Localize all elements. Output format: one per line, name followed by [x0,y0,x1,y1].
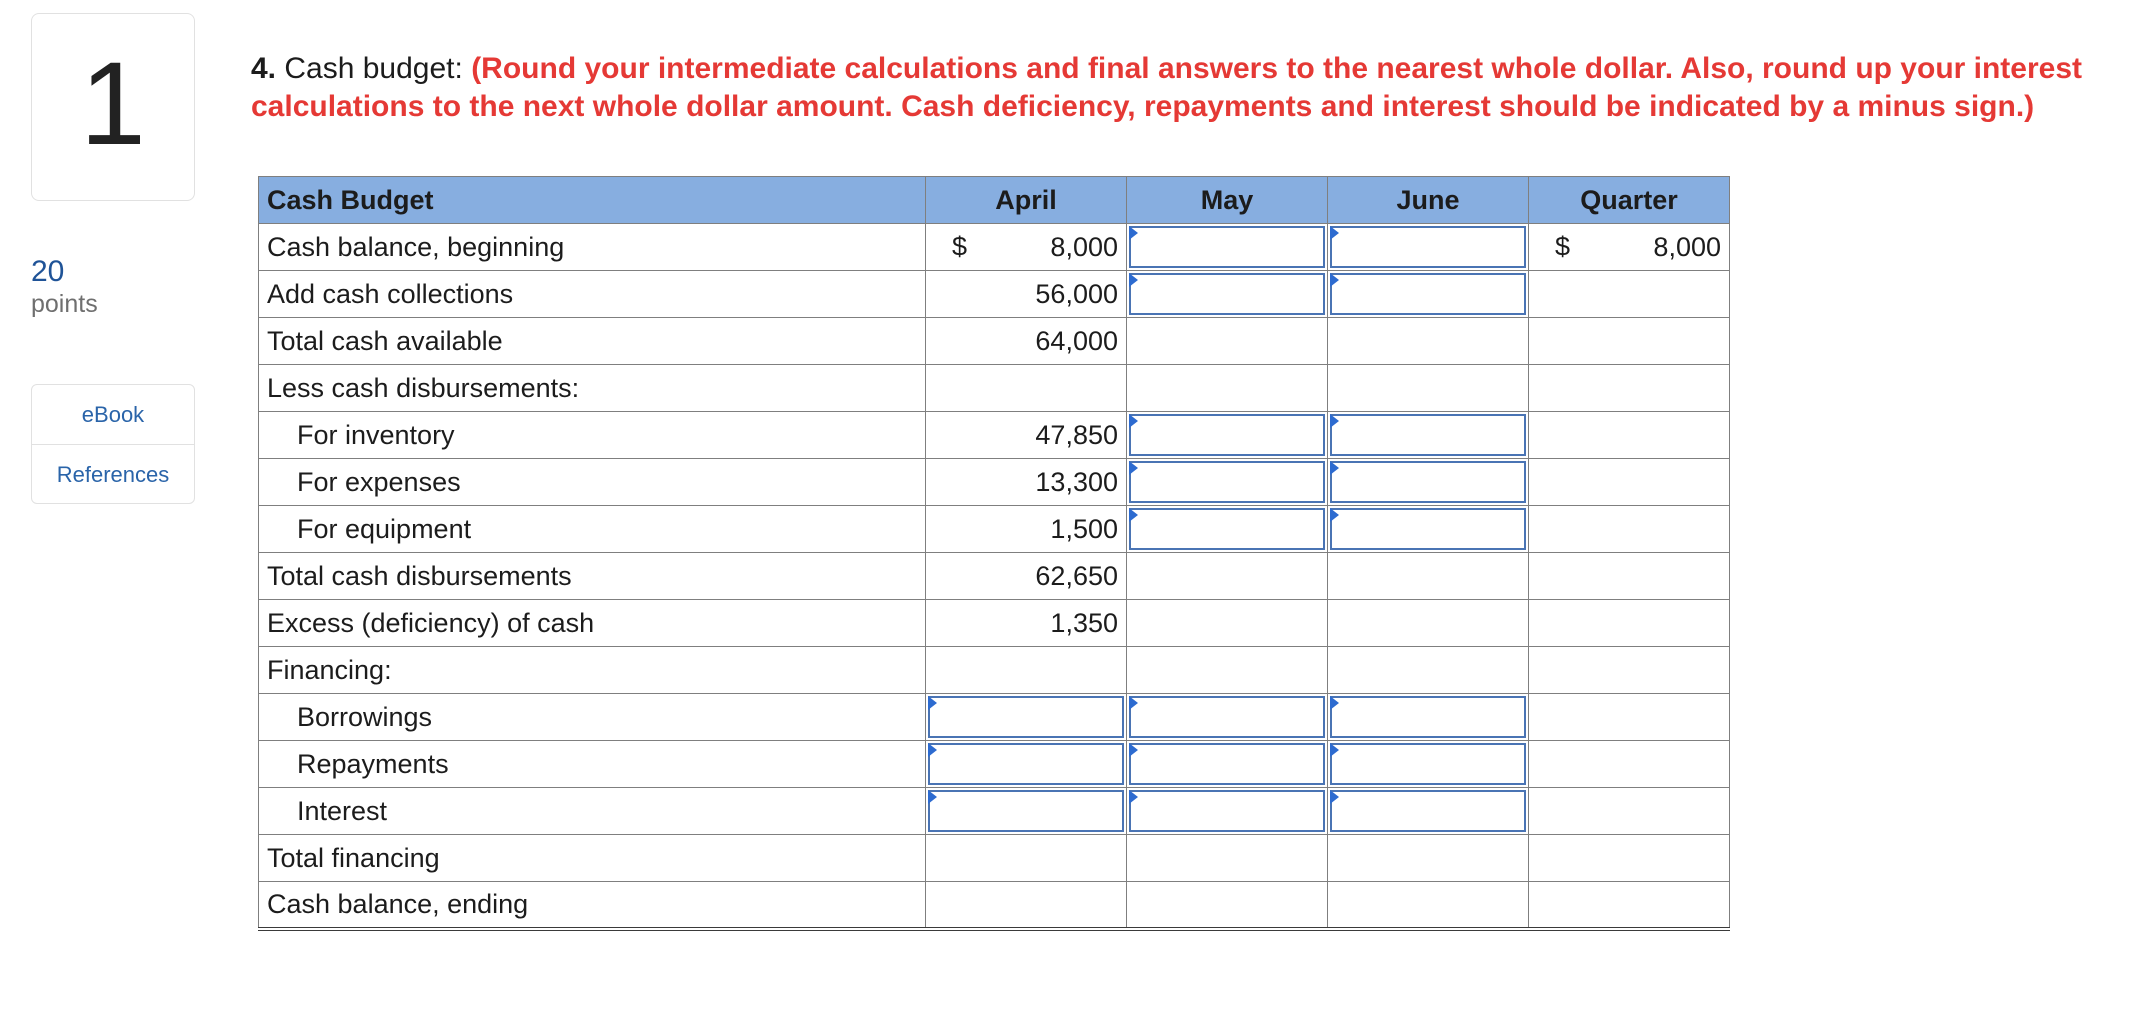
may-input[interactable] [1129,508,1325,550]
quarter-cell [1529,412,1730,459]
june-cell [1328,459,1529,506]
header-cash-budget: Cash Budget [259,177,926,224]
june-cell [1328,835,1529,882]
table-header-row [259,177,1730,224]
june-cell [1328,318,1529,365]
may-cell [1127,600,1328,647]
quarter-cell [1529,882,1730,929]
row-label: Excess (deficiency) of cash [259,600,926,647]
quarter-cell [1529,459,1730,506]
may-cell [1127,271,1328,318]
june-cell [1328,271,1529,318]
table-row [259,459,1730,506]
header-may: May [1127,177,1328,224]
june-input[interactable] [1330,696,1526,738]
may-cell [1127,647,1328,694]
april-cell: 62,650 [926,553,1127,600]
may-input[interactable] [1129,790,1325,832]
row-label: For equipment [259,506,926,553]
april-cell [926,835,1127,882]
row-label: Total cash available [259,318,926,365]
question-part-number: 4. [251,52,277,85]
april-cell [926,694,1127,741]
table-row [259,506,1730,553]
quarter-cell [1529,600,1730,647]
quarter-cell [1529,224,1730,271]
table-row [259,694,1730,741]
quarter-cell [1529,318,1730,365]
june-cell [1328,741,1529,788]
june-input[interactable] [1330,414,1526,456]
june-input[interactable] [1330,226,1526,268]
may-cell [1127,694,1328,741]
april-cell: 1,500 [926,506,1127,553]
question-prompt [251,50,2131,126]
may-input[interactable] [1129,414,1325,456]
table-row [259,271,1730,318]
quarter-cell [1529,271,1730,318]
points-label: points [31,290,98,318]
april-cell [926,365,1127,412]
june-cell [1328,600,1529,647]
cash-budget-table [258,176,1730,931]
june-cell [1328,506,1529,553]
references-link[interactable]: References [32,444,194,504]
june-input[interactable] [1330,461,1526,503]
may-cell [1127,224,1328,271]
row-label: Cash balance, beginning [259,224,926,271]
table-row [259,553,1730,600]
quarter-cell [1529,553,1730,600]
april-input[interactable] [928,790,1124,832]
header-june: June [1328,177,1529,224]
april-cell: 64,000 [926,318,1127,365]
question-instructions: (Round your intermediate calculations and final answers to the nearest whole dollar. Also, round up your interest calculations to the next whole dollar amount. Cash deficiency, repayments and interest should be indicated by a minus sign.) [251,52,2083,123]
table-row [259,224,1730,271]
question-title: Cash budget: [284,52,463,85]
april-cell: 1,350 [926,600,1127,647]
april-value: 8,000 [1050,231,1118,262]
table-row [259,788,1730,835]
row-label: Add cash collections [259,271,926,318]
points-value: 20 [31,255,65,288]
june-cell [1328,412,1529,459]
june-cell [1328,788,1529,835]
quarter-cell [1529,365,1730,412]
may-cell [1127,741,1328,788]
april-cell [926,741,1127,788]
may-input[interactable] [1129,273,1325,315]
may-cell [1127,365,1328,412]
quarter-cell [1529,694,1730,741]
quarter-cell [1529,835,1730,882]
june-input[interactable] [1330,743,1526,785]
may-cell [1127,459,1328,506]
april-input[interactable] [928,743,1124,785]
may-cell [1127,882,1328,929]
may-input[interactable] [1129,743,1325,785]
header-april: April [926,177,1127,224]
april-cell [926,882,1127,929]
may-cell [1127,506,1328,553]
june-cell [1328,224,1529,271]
row-label: For inventory [259,412,926,459]
table-row [259,741,1730,788]
dollar-sign: $ [952,231,968,262]
june-cell [1328,553,1529,600]
may-cell [1127,553,1328,600]
april-cell: 56,000 [926,271,1127,318]
row-label: For expenses [259,459,926,506]
may-cell [1127,835,1328,882]
question-number-box [31,13,195,201]
june-cell [1328,365,1529,412]
row-label: Borrowings [259,694,926,741]
april-cell [926,224,1127,271]
june-cell [1328,694,1529,741]
table-row [259,318,1730,365]
may-cell [1127,318,1328,365]
table-row [259,882,1730,929]
april-cell: 13,300 [926,459,1127,506]
may-input[interactable] [1129,226,1325,268]
june-input[interactable] [1330,508,1526,550]
may-input[interactable] [1129,461,1325,503]
may-cell [1127,412,1328,459]
april-input[interactable] [928,696,1124,738]
quarter-cell [1529,741,1730,788]
quarter-cell [1529,788,1730,835]
april-cell: 47,850 [926,412,1127,459]
row-label: Total cash disbursements [259,553,926,600]
ebook-link[interactable]: eBook [81,401,145,427]
table-row [259,647,1730,694]
row-label: Total financing [259,835,926,882]
june-input[interactable] [1330,790,1526,832]
may-cell [1127,788,1328,835]
june-cell [1328,882,1529,929]
dollar-sign: $ [1555,231,1571,262]
table-row [259,835,1730,882]
table-row [259,365,1730,412]
resource-links [31,384,195,504]
row-label: Interest [259,788,926,835]
june-cell [1328,647,1529,694]
row-label: Repayments [259,741,926,788]
june-input[interactable] [1330,273,1526,315]
april-cell [926,647,1127,694]
table-row [259,600,1730,647]
may-input[interactable] [1129,696,1325,738]
april-cell [926,788,1127,835]
table-row [259,412,1730,459]
quarter-cell [1529,647,1730,694]
quarter-cell [1529,506,1730,553]
row-label: Financing: [259,647,926,694]
header-quarter: Quarter [1529,177,1730,224]
question-number: 1 [80,38,146,170]
row-label: Cash balance, ending [259,882,926,929]
row-label: Less cash disbursements: [259,365,926,412]
quarter-value: 8,000 [1653,231,1721,262]
